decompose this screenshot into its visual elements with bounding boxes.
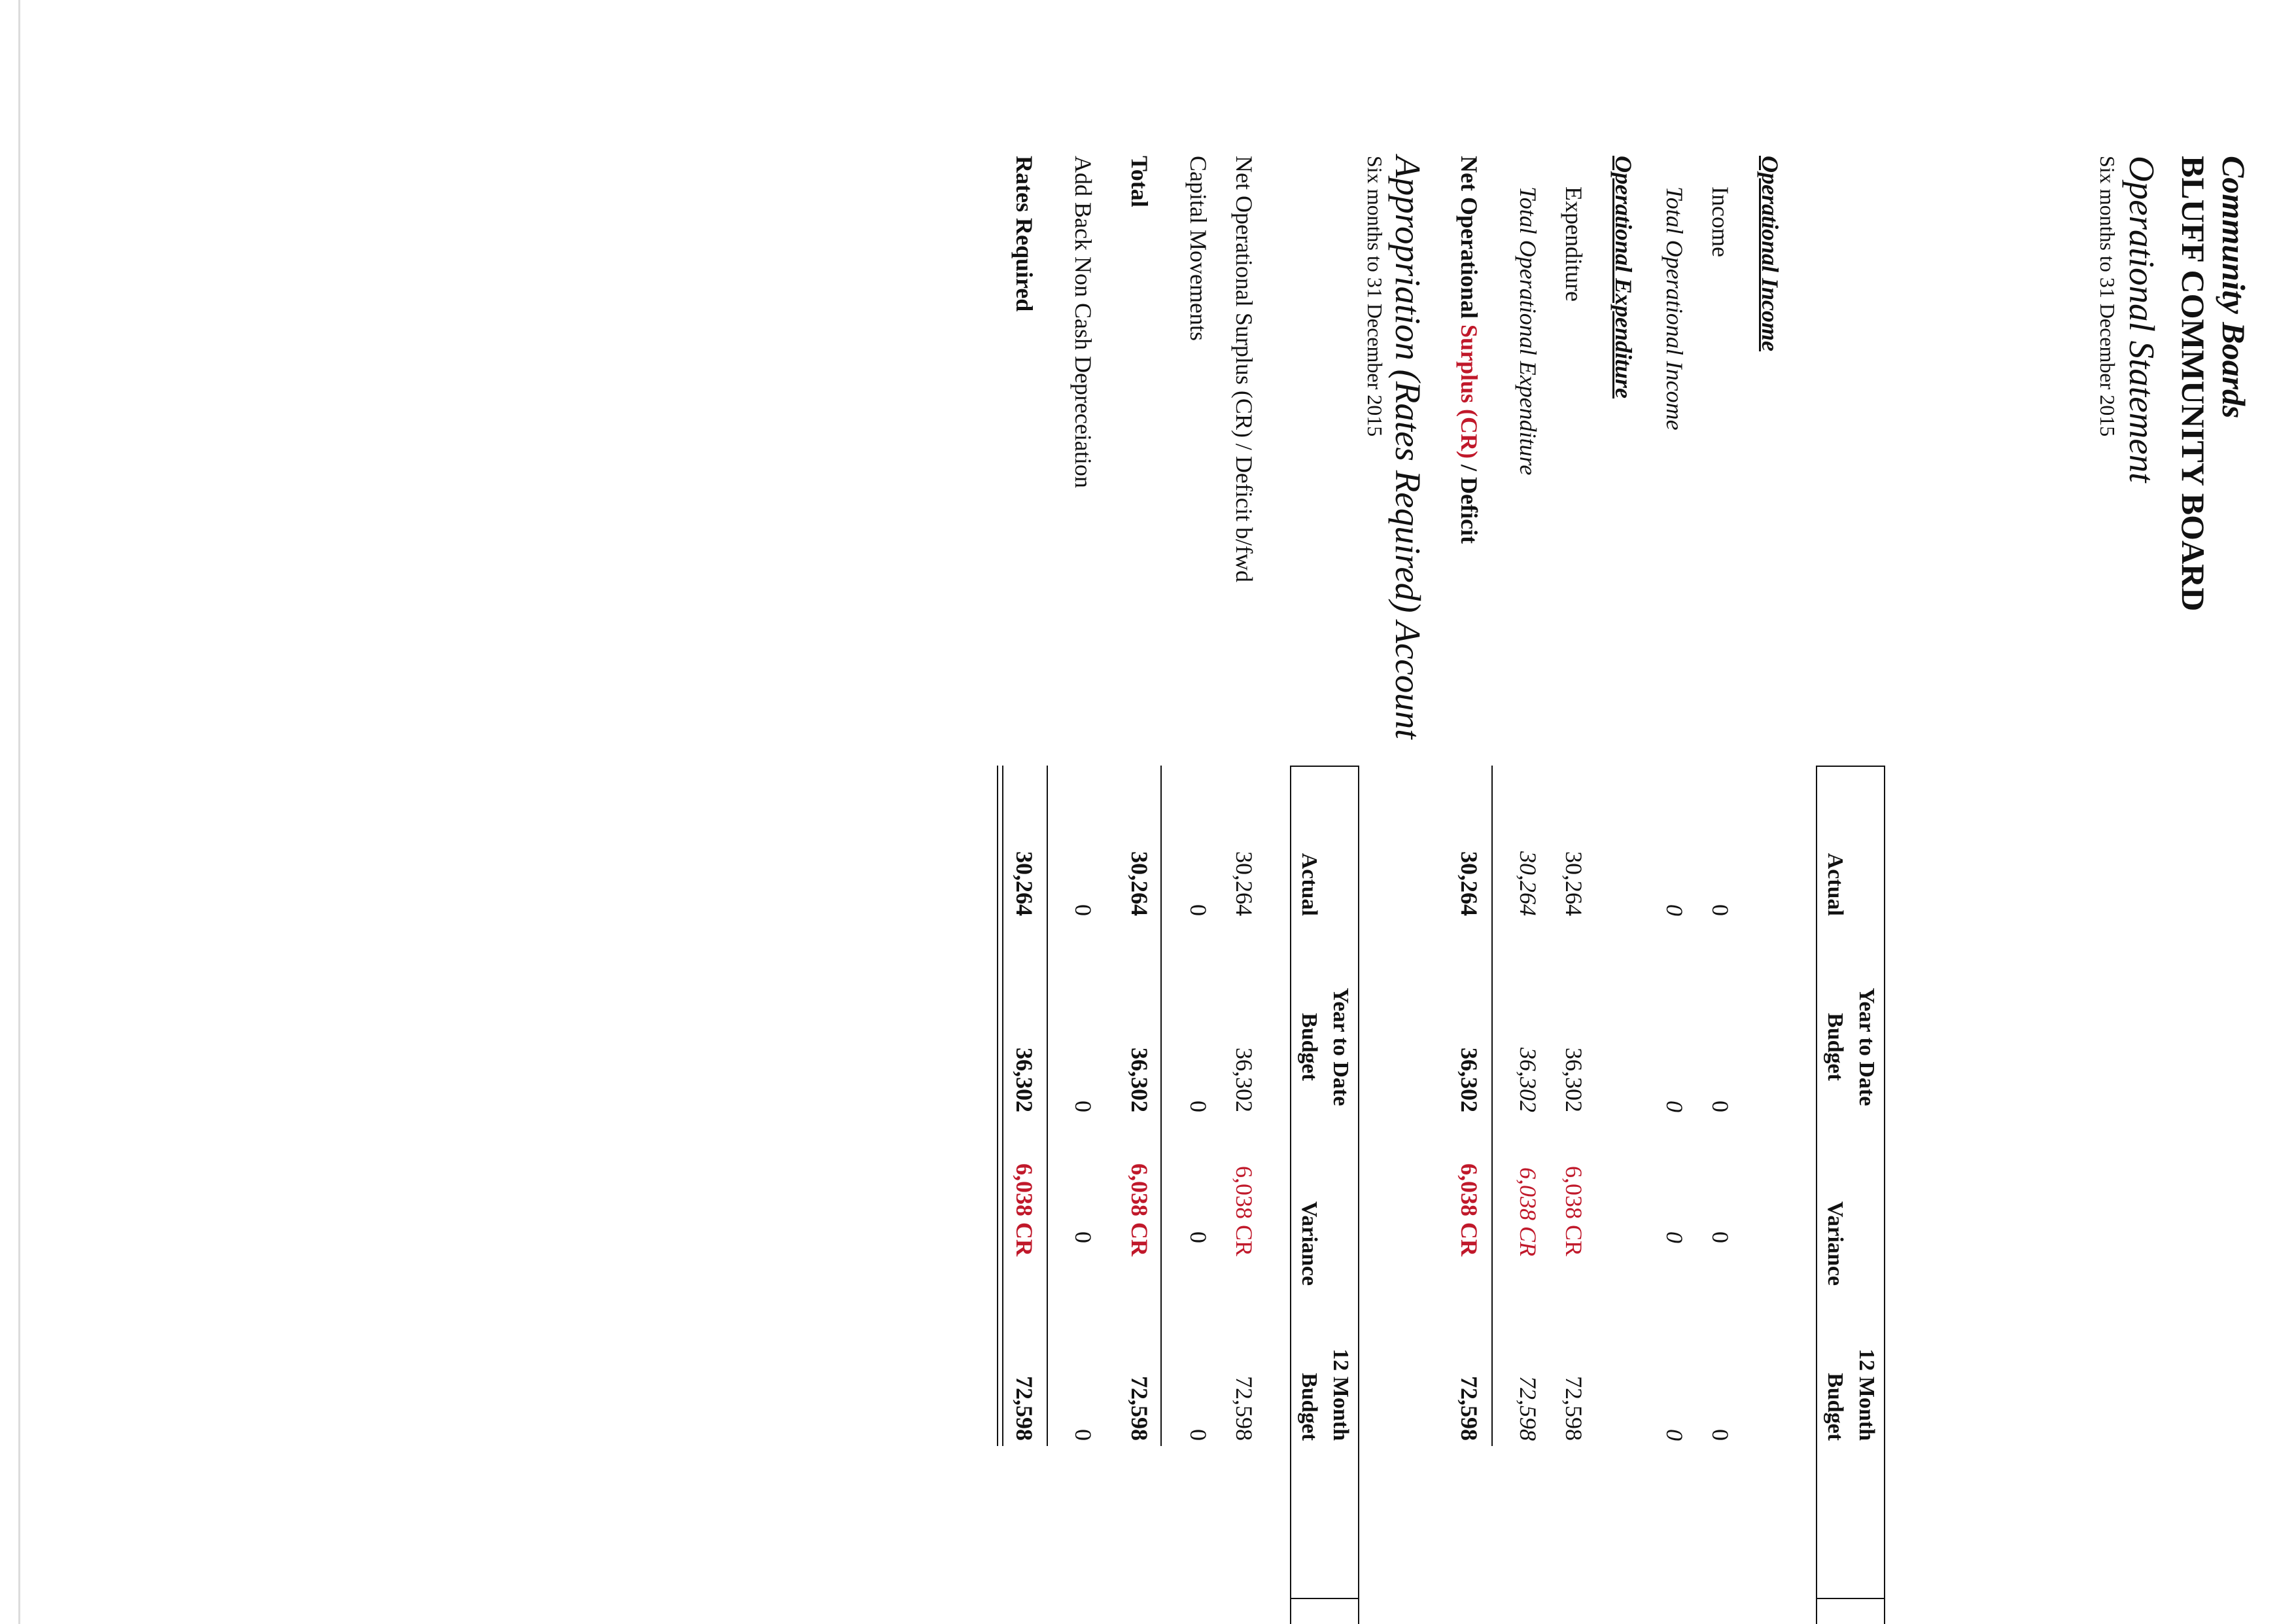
rates-budget: 36,302 (1011, 1048, 1037, 1112)
total-income-budget: 0 (1661, 1101, 1688, 1112)
capital-budget: 0 (1185, 1101, 1211, 1112)
operational-header-group: Year to Date (1854, 987, 1879, 1106)
operational-header-month-line2: Budget (1823, 1373, 1847, 1441)
income-label: Income (1707, 186, 1733, 257)
bfwd-actual: 30,264 (1231, 851, 1257, 916)
expenditure-actual: 30,264 (1561, 851, 1587, 916)
rates-top-rule (1047, 766, 1048, 1446)
total-expenditure-budget: 36,302 (1515, 1048, 1541, 1112)
capital-variance: 0 (1185, 1231, 1211, 1243)
income-actual: 0 (1707, 904, 1733, 916)
net-label-suffix: / Deficit (1456, 459, 1482, 544)
depreciation-variance: 0 (1070, 1231, 1096, 1243)
bfwd-variance: 6,038 CR (1231, 1165, 1257, 1256)
operational-header-month-line1: 12 Month (1854, 1349, 1879, 1441)
appropriation-header-divider (1291, 1598, 1359, 1599)
capital-label: Capital Movements (1185, 156, 1211, 341)
net-label (1457, 156, 1481, 544)
net-label-surplus: Surplus (CR) (1456, 324, 1482, 459)
net-total-rule (1491, 766, 1493, 1446)
total-expenditure-label: Total Operational Expenditure (1515, 186, 1541, 476)
net-actual: 30,264 (1456, 851, 1482, 916)
appropriation-header-month-line2: Budget (1297, 1373, 1321, 1441)
total-variance: 6,038 CR (1126, 1163, 1153, 1256)
total-expenditure-year-budget: 72,598 (1515, 1376, 1541, 1441)
operational-period: Six months to 31 December 2015 (2096, 156, 2119, 437)
rates-actual: 30,264 (1011, 851, 1037, 916)
operational-header-variance: Variance (1823, 1201, 1847, 1286)
rates-double-rule-2 (997, 766, 998, 1446)
income-variance: 0 (1707, 1231, 1733, 1243)
net-label-prefix: Net Operational (1456, 156, 1482, 325)
total-income-variance: 0 (1661, 1231, 1688, 1243)
bfwd-budget: 36,302 (1231, 1048, 1257, 1112)
expenditure-label: Expenditure (1561, 186, 1587, 302)
depreciation-budget: 0 (1070, 1101, 1096, 1112)
appropriation-header-actual: Actual (1297, 853, 1321, 916)
total-expenditure-variance: 6,038 CR (1515, 1167, 1541, 1256)
operational-header-divider (1817, 1598, 1885, 1599)
capital-actual: 0 (1185, 904, 1211, 916)
appropriation-total-rule (1160, 766, 1162, 1446)
total-expenditure-actual: 30,264 (1515, 851, 1541, 916)
total-income-label: Total Operational Income (1661, 186, 1688, 431)
income-year-budget: 0 (1707, 1429, 1733, 1441)
operational-header-budget: Budget (1823, 1013, 1847, 1081)
appropriation-title: Appropriation (Rates Required) Account (1388, 156, 1428, 739)
appropriation-period: Six months to 31 December 2015 (1363, 156, 1387, 437)
rates-label: Rates Required (1011, 156, 1037, 312)
appropriation-header-month-line1: 12 Month (1329, 1349, 1353, 1441)
total-year-budget: 72,598 (1126, 1376, 1153, 1441)
expenditure-variance: 6,038 CR (1561, 1165, 1587, 1256)
total-actual: 30,264 (1126, 851, 1153, 916)
net-year-budget: 72,598 (1456, 1376, 1482, 1441)
operational-header-actual: Actual (1823, 853, 1847, 916)
total-income-year-budget: 0 (1661, 1429, 1688, 1441)
bfwd-label: Net Operational Surplus (CR) / Deficit b/fwd (1231, 156, 1257, 582)
org-title: Community Boards (2216, 156, 2252, 419)
depreciation-label: Add Back Non Cash Depreceiation (1070, 156, 1096, 488)
depreciation-year-budget: 0 (1070, 1429, 1096, 1441)
bfwd-year-budget: 72,598 (1231, 1376, 1257, 1441)
total-budget: 36,302 (1126, 1048, 1153, 1112)
depreciation-actual: 0 (1070, 904, 1096, 916)
expenditure-heading: Operational Expenditure (1610, 156, 1637, 399)
operational-title: Operational Statement (2122, 156, 2162, 483)
appropriation-header-budget: Budget (1297, 1013, 1321, 1081)
capital-year-budget: 0 (1185, 1429, 1211, 1441)
total-income-actual: 0 (1661, 904, 1688, 916)
appropriation-header-variance: Variance (1297, 1201, 1321, 1286)
appropriation-header-group: Year to Date (1329, 987, 1353, 1106)
rates-year-budget: 72,598 (1011, 1376, 1037, 1441)
rates-double-rule-1 (1002, 766, 1003, 1446)
rates-variance: 6,038 CR (1011, 1163, 1037, 1256)
net-budget: 36,302 (1456, 1048, 1482, 1112)
expenditure-year-budget: 72,598 (1561, 1376, 1587, 1441)
net-variance: 6,038 CR (1456, 1163, 1482, 1256)
board-title: BLUFF COMMUNITY BOARD (2175, 156, 2212, 612)
expenditure-budget: 36,302 (1561, 1048, 1587, 1112)
income-budget: 0 (1707, 1101, 1733, 1112)
total-label: Total (1126, 156, 1153, 207)
income-heading: Operational Income (1757, 156, 1783, 352)
